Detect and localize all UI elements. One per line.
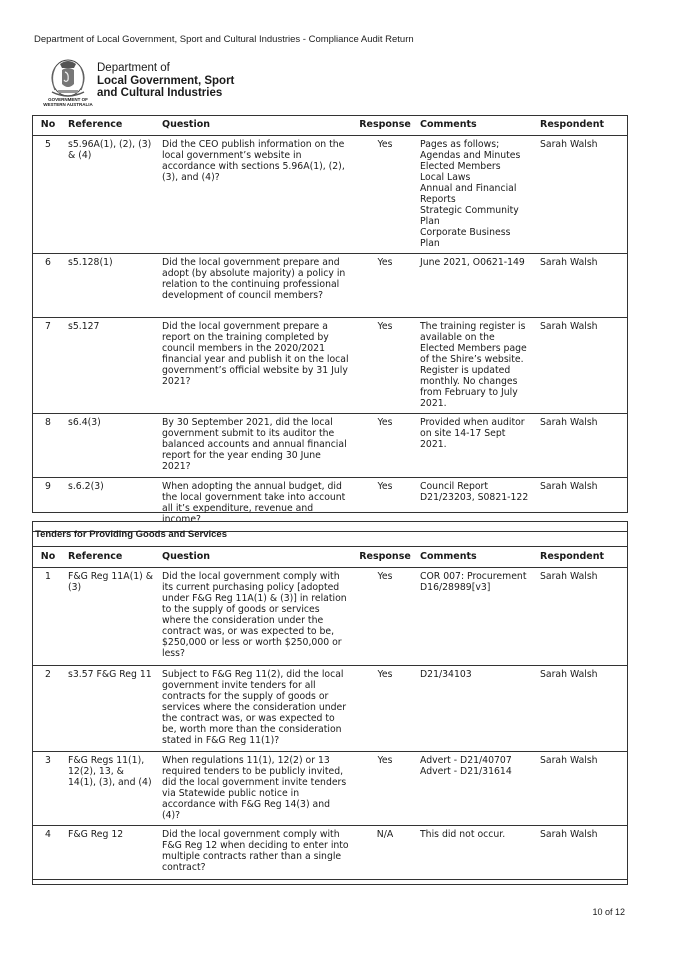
row-reference: s6.4(3)	[68, 417, 101, 428]
col-no: No	[40, 551, 56, 562]
table-row	[32, 414, 628, 478]
row-response: Yes	[377, 257, 393, 268]
comment-line: Provided when auditor on site 14-17 Sept 2021.	[420, 417, 525, 450]
row-comments	[416, 568, 536, 666]
row-question: By 30 September 2021, did the local government submit to its auditor the balanced accounts and annual financial report for the year ending 30 June 2021?	[162, 417, 347, 472]
row-question: When regulations 11(1), 12(2) or 13 required tenders to be publicly invited, did the local government invite tenders via Statewide public notice in accordance with F&G Reg 14(3) and (4)?	[162, 755, 347, 821]
row-reference: F&G Reg 11A(1) & (3)	[68, 571, 153, 593]
col-comments: Comments	[420, 551, 477, 562]
row-response: Yes	[377, 755, 393, 766]
comment-line: COR 007: Procurement	[420, 571, 527, 582]
dept-line-1: Department of	[97, 62, 170, 74]
col-reference: Reference	[68, 119, 123, 130]
comment-line: Elected Members	[420, 161, 501, 172]
comment-line: Local Laws	[420, 172, 471, 183]
row-respondent: Sarah Walsh	[540, 755, 598, 766]
comment-line: D21/23203, S0821-122	[420, 492, 529, 503]
comment-line: Annual and Financial Reports	[420, 183, 517, 205]
row-comments	[416, 136, 536, 254]
comment-line: Corporate Business Plan	[420, 227, 511, 249]
row-respondent: Sarah Walsh	[540, 139, 598, 150]
running-header: Department of Local Government, Sport and Cultural Industries - Compliance Audit Return	[34, 34, 414, 45]
comment-line: Council Report	[420, 481, 489, 492]
row-respondent: Sarah Walsh	[540, 257, 598, 268]
col-response: Response	[359, 551, 411, 562]
row-question: Did the local government comply with its current purchasing policy [adopted under F&G Reg 11A(1) & (3)] in relation to the supply of goods or services where the consideration under the contract was, or was expected to be, $250,000 or less or worth $250,000 or less?	[162, 571, 347, 659]
comment-line: Agendas and Minutes	[420, 150, 521, 161]
col-respondent: Respondent	[540, 551, 605, 562]
table-row	[32, 254, 628, 318]
row-comments	[416, 254, 536, 318]
comment-line: Advert - D21/31614	[420, 766, 512, 777]
row-comments	[416, 414, 536, 478]
comment-line: D16/28989[v3]	[420, 582, 491, 593]
col-comments: Comments	[420, 119, 477, 130]
row-question: Did the local government prepare a report on the training completed by council members in the 2020/2021 financial year and publish it on the local government’s official website by 31 July 2021?	[162, 321, 349, 387]
row-no: 8	[45, 417, 51, 428]
table1-header-row	[32, 115, 628, 136]
row-reference: s5.96A(1), (2), (3) & (4)	[68, 139, 152, 161]
comment-line: Pages as follows;	[420, 139, 500, 150]
col-respondent: Respondent	[540, 119, 605, 130]
row-no: 7	[45, 321, 51, 332]
gov-wa-caption-line1: GOVERNMENT OF	[48, 97, 88, 102]
row-question: When adopting the annual budget, did the local government take into account all it’s expenditure, revenue and income?	[162, 481, 346, 525]
table-row	[32, 666, 628, 752]
row-respondent: Sarah Walsh	[540, 669, 598, 680]
comment-line: Strategic Community Plan	[420, 205, 519, 227]
compliance-table-1	[32, 115, 628, 532]
row-no: 1	[45, 571, 51, 582]
row-question: Did the CEO publish information on the local government’s website in accordance with sections 5.96A(1), (2), (3), and (4)?	[162, 139, 345, 183]
table-row	[32, 568, 628, 666]
row-question: Subject to F&G Reg 11(2), did the local government invite tenders for all contracts for the supply of goods or services where the consideration under the contract was, or was expected to be, worth more than the consideration stated in F&G Reg 11(1)?	[162, 669, 347, 746]
col-no: No	[40, 119, 56, 130]
row-respondent: Sarah Walsh	[540, 321, 598, 332]
row-no: 3	[45, 755, 51, 766]
col-reference: Reference	[68, 551, 123, 562]
comment-line: June 2021, O0621-149	[420, 257, 525, 268]
dept-line-3: and Cultural Industries	[97, 87, 223, 99]
row-respondent: Sarah Walsh	[540, 829, 598, 840]
row-response: Yes	[377, 669, 393, 680]
compliance-table-2	[32, 521, 628, 880]
table-row	[32, 318, 628, 414]
row-reference: s5.128(1)	[68, 257, 113, 268]
page-number: 10 of 12	[592, 907, 625, 917]
col-response: Response	[359, 119, 411, 130]
col-question: Question	[162, 119, 211, 130]
col-question: Question	[162, 551, 211, 562]
table-row	[32, 752, 628, 826]
table2-title-row	[32, 521, 628, 547]
table-row	[32, 136, 628, 254]
row-no: 9	[45, 481, 51, 492]
row-reference: s3.57 F&G Reg 11	[68, 669, 152, 680]
row-no: 6	[45, 257, 51, 268]
gov-wa-caption-line2: WESTERN AUSTRALIA	[43, 102, 93, 107]
row-no: 4	[45, 829, 51, 840]
row-response: Yes	[377, 481, 393, 492]
row-reference: F&G Reg 12	[68, 829, 124, 840]
gov-wa-caption	[38, 97, 98, 107]
comment-line: D21/34103	[420, 669, 472, 680]
row-response: Yes	[377, 139, 393, 150]
row-response: Yes	[377, 571, 393, 582]
section-title-tenders: Tenders for Providing Goods and Services	[35, 529, 227, 540]
dept-line-2: Local Government, Sport	[97, 74, 235, 87]
row-reference: F&G Regs 11(1), 12(2), 13, & 14(1), (3), and (4)	[68, 755, 152, 788]
comment-line: The training register is available on the Elected Members page of the Shire’s website. Register is updated monthly. No changes from February to July 2021.	[420, 321, 527, 409]
row-no: 2	[45, 669, 51, 680]
table-row	[32, 826, 628, 880]
row-comments	[416, 666, 536, 752]
row-question: Did the local government prepare and adopt (by absolute majority) a policy in relation to the continuing professional development of council members?	[162, 257, 346, 301]
row-comments	[416, 318, 536, 414]
table2-header-row	[32, 547, 628, 568]
comment-line: Advert - D21/40707	[420, 755, 512, 766]
row-comments	[416, 752, 536, 826]
row-respondent: Sarah Walsh	[540, 481, 598, 492]
row-response: Yes	[377, 321, 393, 332]
row-response: N/A	[376, 829, 394, 840]
row-question: Did the local government comply with F&G Reg 12 when deciding to enter into multiple contracts rather than a single contract?	[162, 829, 349, 873]
row-comments	[416, 826, 536, 880]
row-respondent: Sarah Walsh	[540, 571, 598, 582]
row-reference: s.6.2(3)	[68, 481, 104, 492]
row-no: 5	[45, 139, 51, 150]
department-name	[97, 62, 234, 100]
row-response: Yes	[377, 417, 393, 428]
row-respondent: Sarah Walsh	[540, 417, 598, 428]
comment-line: This did not occur.	[420, 829, 506, 840]
row-reference: s5.127	[68, 321, 100, 332]
